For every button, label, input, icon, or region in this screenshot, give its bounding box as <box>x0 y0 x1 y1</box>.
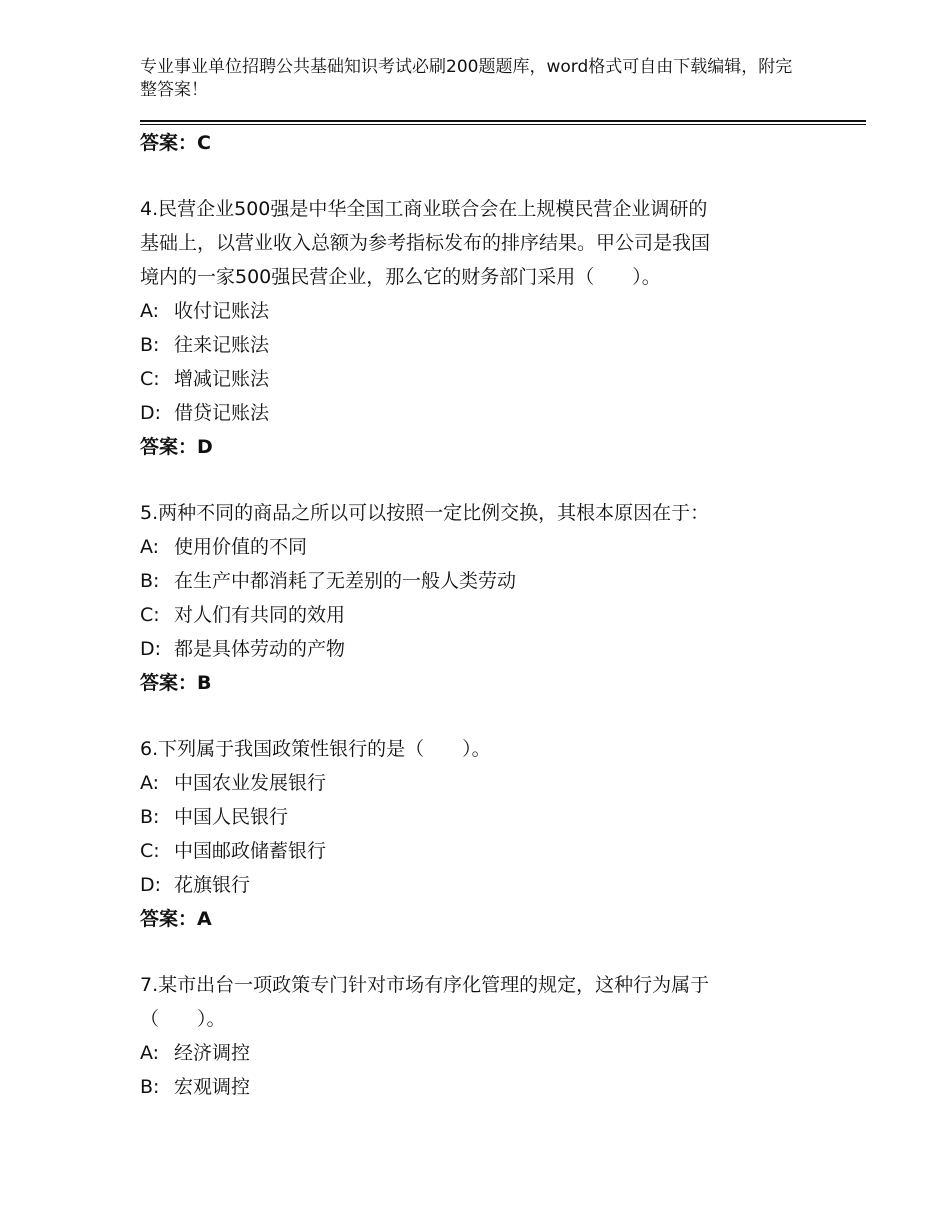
option-letter: B: <box>140 334 160 356</box>
question-text: 7.某市出台一项政策专门针对市场有序化管理的规定，这种行为属于 <box>140 974 710 996</box>
option-text: 对人们有共同的效用 <box>174 604 346 626</box>
answer-line: 答案：A <box>140 908 212 930</box>
option-text: 都是具体劳动的产物 <box>174 638 346 660</box>
question-text: 境内的一家500强民营企业，那么它的财务部门采用（ ）。 <box>140 266 661 288</box>
option-text: 在生产中都消耗了无差别的一般人类劳动 <box>174 570 517 592</box>
question-text: 4.民营企业500强是中华全国工商业联合会在上规模民营企业调研的 <box>140 198 708 220</box>
option-c <box>140 834 840 868</box>
option-text: 中国人民银行 <box>174 806 289 828</box>
option-a <box>140 1036 840 1070</box>
option-b <box>140 328 840 362</box>
option-c <box>140 598 840 632</box>
option-letter: A: <box>140 1042 160 1064</box>
question-text: 6.下列属于我国政策性银行的是（ ）。 <box>140 738 491 760</box>
option-text: 经济调控 <box>174 1042 251 1064</box>
question-block <box>140 496 840 700</box>
option-b <box>140 800 840 834</box>
option-letter: A: <box>140 772 160 794</box>
option-text: 使用价值的不同 <box>174 536 308 558</box>
option-a <box>140 530 840 564</box>
option-text: 往来记账法 <box>174 334 270 356</box>
option-text: 花旗银行 <box>174 874 251 896</box>
question-block <box>140 732 840 936</box>
header-rule-thick <box>140 120 866 122</box>
option-letter: B: <box>140 806 160 828</box>
option-a <box>140 294 840 328</box>
option-d <box>140 396 840 430</box>
question-block <box>140 192 840 464</box>
option-letter: A: <box>140 300 160 322</box>
question-block <box>140 968 840 1104</box>
option-a <box>140 766 840 800</box>
option-letter: B: <box>140 570 160 592</box>
option-b <box>140 564 840 598</box>
header-rule-thin <box>140 124 866 125</box>
option-text: 中国邮政储蓄银行 <box>174 840 327 862</box>
option-c <box>140 362 840 396</box>
option-d <box>140 632 840 666</box>
option-letter: D: <box>140 874 162 896</box>
option-letter: C: <box>140 604 160 626</box>
question-list <box>140 126 840 1104</box>
answer-line: 答案：B <box>140 672 212 694</box>
page-header: 专业事业单位招聘公共基础知识考试必刷200题题库，word格式可自由下载编辑，附完整答案！ <box>140 57 793 100</box>
option-text: 宏观调控 <box>174 1076 251 1098</box>
option-text: 增减记账法 <box>174 368 270 390</box>
option-d <box>140 868 840 902</box>
answer-line: 答案：C <box>140 132 211 154</box>
option-letter: B: <box>140 1076 160 1098</box>
option-b <box>140 1070 840 1104</box>
option-text: 中国农业发展银行 <box>174 772 327 794</box>
option-text: 收付记账法 <box>174 300 270 322</box>
question-text: 5.两种不同的商品之所以可以按照一定比例交换，其根本原因在于： <box>140 502 710 524</box>
option-text: 借贷记账法 <box>174 402 270 424</box>
option-letter: C: <box>140 840 160 862</box>
question-text: 基础上，以营业收入总额为参考指标发布的排序结果。甲公司是我国 <box>140 232 711 254</box>
option-letter: A: <box>140 536 160 558</box>
option-letter: D: <box>140 638 162 660</box>
option-letter: C: <box>140 368 160 390</box>
answer-line: 答案：D <box>140 436 213 458</box>
question-text: （ ）。 <box>140 1008 226 1030</box>
option-letter: D: <box>140 402 162 424</box>
